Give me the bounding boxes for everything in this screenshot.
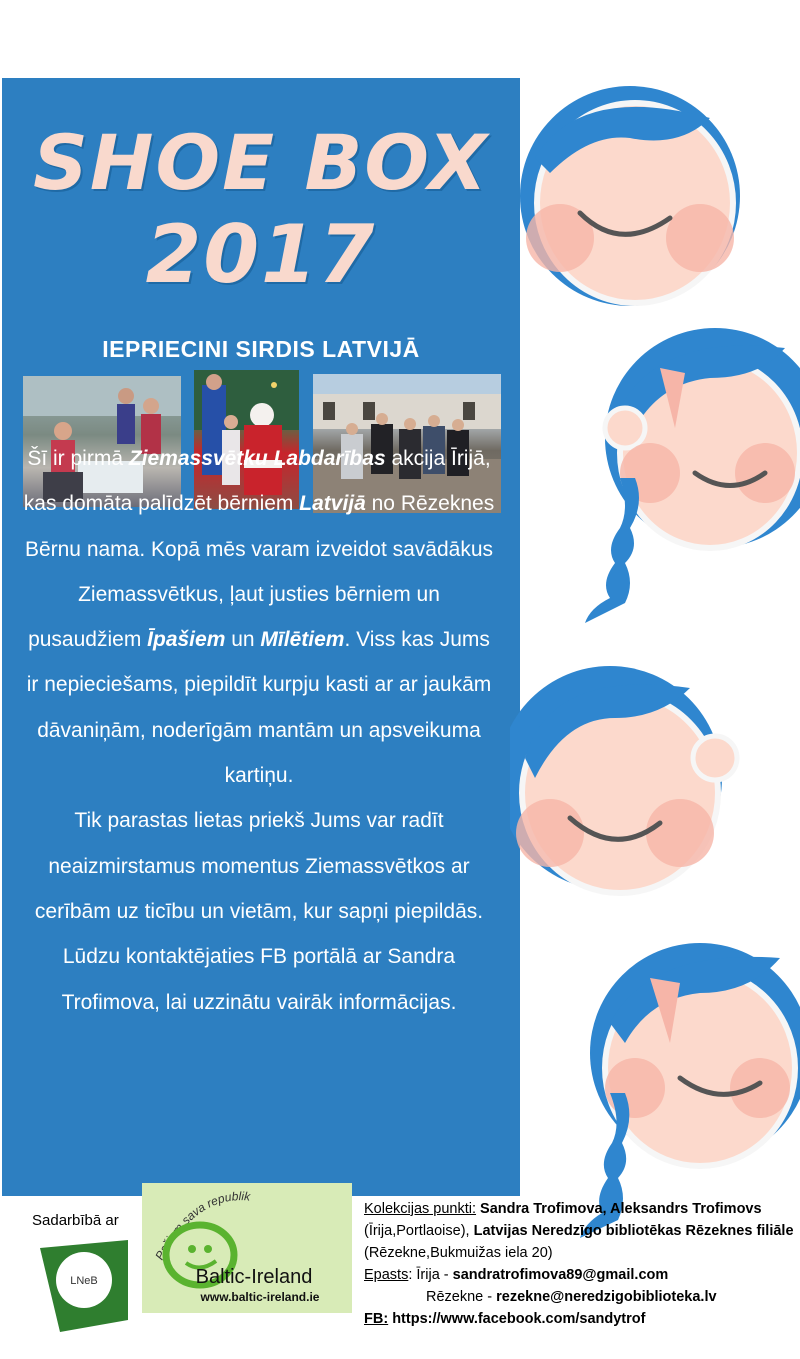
body-paragraph-1: Šī ir pirmā Ziemassvētku Labdarības akcija Īrijā, kas domāta palīdzēt bērniem Latvijā no Rēzeknes Bērnu nama. Kopā mēs varam izveidot savādākus Ziemassvētkus, ļaut justies bērniem un pusaudžiem Īpašiem un Mīlētiem. Viss kas Jums ir nepieciešams, piepildīt kurpju kasti ar ar jaukām dāvaniņām, noderīgām mantām un apsveikuma kartiņu.: [23, 447, 495, 788]
face-3-illustration: [510, 666, 737, 893]
baltic-ireland-logo: [142, 1183, 352, 1313]
body-paragraph-3: Lūdzu kontaktējaties FB portālā ar Sandra Trofimova, lai uzzinātu vairāk informācijas.: [61, 945, 457, 1014]
facebook-line: FB: https://www.facebook.com/sandytrof: [364, 1311, 646, 1327]
poster-subtitle: IEPRIECINI SIRDIS LATVIJĀ: [102, 336, 420, 362]
poster-title: SHOE BOX: [33, 118, 489, 207]
poster-year: 2017: [145, 208, 377, 301]
facebook-link[interactable]: https://www.facebook.com/sandytrof: [388, 1311, 646, 1327]
baltic-logo-arc-text: Pašiem sava republik: [152, 1189, 251, 1263]
face-4-illustration: [580, 943, 800, 1238]
email-rezekne-link[interactable]: rezekne@neredzigobiblioteka.lv: [496, 1289, 717, 1305]
body-paragraph-2: Tik parastas lietas priekš Jums var radīt neaizmirstamus momentus Ziemassvētkos ar cerībām uz ticību un vietām, kur sapņi piepildās.: [34, 809, 484, 923]
email-ireland-line: Epasts: Īrija - sandratrofimova89@gmail.com: [364, 1267, 669, 1283]
baltic-logo-url: www.baltic-ireland.ie: [200, 1290, 320, 1304]
library-badge-text: LNeB: [70, 1275, 98, 1287]
email-ireland-link[interactable]: sandratrofimova89@gmail.com: [452, 1267, 669, 1283]
face-2-illustration: [585, 328, 800, 623]
collection-points: Kolekcijas punkti: Sandra Trofimova, Aleksandrs Trofimovs (Īrija,Portlaoise), Latvijas Neredzīgo bibliotēkas Rēzeknes filiāle (Rēzekne,Bukmuižas iela 20): [364, 1201, 794, 1261]
library-badge-logo: [40, 1240, 128, 1332]
cartoon-faces-decoration: [510, 78, 800, 1318]
partner-label: Sadarbībā ar: [32, 1212, 119, 1229]
email-rezekne-line: Rēzekne - rezekne@neredzigobiblioteka.lv: [426, 1289, 717, 1305]
poster-body: [20, 436, 498, 1025]
contact-info: [364, 1198, 796, 1330]
face-1-illustration: [520, 86, 740, 306]
baltic-logo-name: Baltic-Ireland: [195, 1266, 313, 1288]
